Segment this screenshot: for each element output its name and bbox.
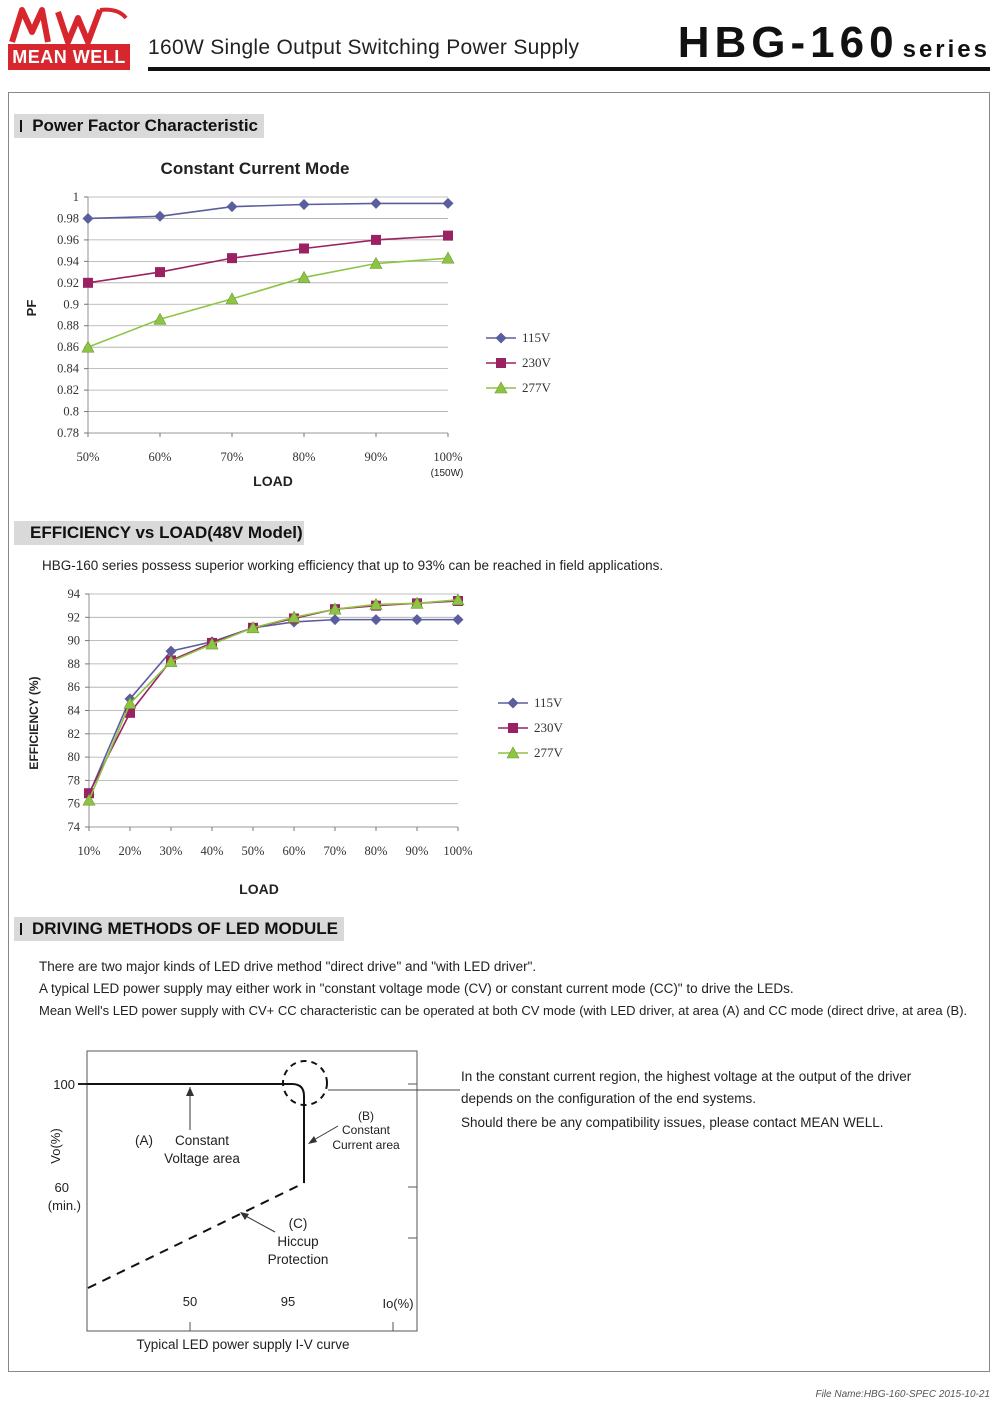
- legend-marker-115V: [496, 333, 507, 344]
- y-tick-label: 78: [67, 773, 80, 788]
- data-point-230V: [83, 278, 93, 288]
- x-tick-50: 50: [182, 1294, 198, 1309]
- x-tick-label: 40%: [200, 844, 224, 858]
- bullet-square-icon: [20, 120, 22, 132]
- y-tick-label: 80: [67, 750, 80, 765]
- x-tick-label: 80%: [364, 844, 388, 858]
- driving-paragraph-3: Mean Well's LED power supply with CV+ CC characteristic can be operated at both CV mode (with LED driver, at area (A) and CC mode (direct drive, at area (B).: [39, 1003, 968, 1018]
- y-tick-label: 0.86: [57, 340, 79, 355]
- chart-title: Constant Current Mode: [160, 159, 350, 178]
- chart-ticks: [57, 190, 462, 464]
- iv-note-3: Should there be any compatibility issues, please contact MEAN WELL.: [461, 1115, 884, 1130]
- efficiency-description: HBG-160 series possess superior working efficiency that up to 93% can be reached in field applications.: [42, 558, 664, 573]
- x-axis-label: Io(%): [382, 1296, 414, 1311]
- y-tick-60-sub: (min.): [47, 1198, 81, 1213]
- data-point-230V: [443, 231, 453, 241]
- driving-paragraph-1: There are two major kinds of LED drive method "direct drive" and "with LED driver".: [39, 959, 537, 974]
- y-tick-label: 88: [67, 656, 80, 671]
- data-point-277V: [82, 341, 94, 352]
- bullet-square-icon: [20, 923, 22, 935]
- series-line-115V: [89, 620, 458, 795]
- section-header-driving: [14, 917, 344, 941]
- x-tick-label: 10%: [77, 844, 101, 858]
- area-b-line2: Current area: [332, 1138, 400, 1152]
- section-header-pf: [14, 114, 264, 138]
- data-point-230V: [371, 235, 381, 245]
- y-tick-label: 74: [67, 820, 80, 834]
- area-a-tag: (A): [135, 1133, 153, 1148]
- x-tick-label: 100%: [443, 844, 473, 858]
- y-axis-label: Vo(%): [48, 1128, 63, 1164]
- y-tick-label: 0.98: [57, 211, 79, 226]
- y-tick-label: 0.84: [57, 361, 79, 376]
- pf-chart: [20, 150, 580, 495]
- iv-caption: Typical LED power supply I-V curve: [136, 1337, 350, 1352]
- y-tick-label: 86: [67, 680, 80, 695]
- chart-grid: [84, 197, 448, 437]
- y-tick-label: 76: [67, 796, 80, 811]
- x-tick-label: 50%: [76, 450, 100, 464]
- y-tick-label: 0.78: [57, 426, 79, 440]
- x-tick-label: 60%: [282, 844, 306, 858]
- section-title: Power Factor Characteristic: [32, 116, 258, 135]
- legend-marker-115V: [508, 698, 519, 709]
- area-a-line1: Constant: [174, 1133, 230, 1148]
- file-footer: File Name:HBG-160-SPEC 2015-10-21: [815, 1389, 990, 1400]
- chart-legend: [498, 695, 564, 760]
- iv-curve-diagram: [30, 1040, 470, 1360]
- x-tick-label: 60%: [148, 450, 172, 464]
- area-a-line2: Voltage area: [164, 1151, 240, 1166]
- x-tick-label: 50%: [241, 844, 265, 858]
- arrow-icon: [240, 1212, 249, 1220]
- y-tick-label: 90: [67, 633, 80, 648]
- chart-grid: [85, 594, 458, 831]
- data-point-115V: [330, 614, 341, 625]
- data-point-115V: [412, 614, 423, 625]
- data-point-230V: [299, 243, 309, 253]
- legend-label-230V: 230V: [534, 720, 563, 735]
- y-tick-label: 0.88: [57, 318, 79, 333]
- section-header-efficiency: [14, 521, 304, 545]
- x-axis-note: (150W): [430, 468, 464, 479]
- data-point-230V: [227, 253, 237, 263]
- section-title: EFFICIENCY vs LOAD(48V Model): [30, 523, 303, 542]
- legend-label-277V: 277V: [522, 380, 551, 395]
- y-tick-label: 0.94: [57, 254, 79, 269]
- mean-well-logo: [8, 4, 130, 70]
- data-point-115V: [299, 199, 310, 210]
- y-tick-label: 0.8: [63, 404, 79, 419]
- efficiency-chart: [20, 580, 580, 900]
- legend-marker-230V: [496, 358, 506, 368]
- legend-label-277V: 277V: [534, 745, 563, 760]
- y-axis-label: PF: [24, 299, 39, 317]
- mw-logo-icon: [8, 4, 130, 46]
- chart-series: [83, 594, 464, 805]
- x-axis-label: LOAD: [239, 881, 279, 897]
- data-point-115V: [83, 213, 94, 224]
- y-tick-label: 0.9: [63, 297, 79, 312]
- x-tick-label: 70%: [220, 450, 244, 464]
- data-point-277V: [442, 252, 454, 263]
- series-line-277V: [89, 600, 458, 800]
- document-title: 160W Single Output Switching Power Supply: [148, 36, 580, 59]
- data-point-230V: [155, 267, 165, 277]
- data-point-115V: [371, 614, 382, 625]
- y-tick-label: 0.96: [57, 232, 79, 247]
- x-tick-95: 95: [280, 1294, 296, 1309]
- y-tick-60: 60: [54, 1180, 69, 1195]
- series-line-277V: [88, 258, 448, 347]
- iv-note-2: depends on the configuration of the end systems.: [461, 1091, 756, 1106]
- arrow-up-icon: [186, 1087, 194, 1096]
- iv-note-1: In the constant current region, the highest voltage at the output of the driver: [461, 1069, 912, 1084]
- legend-marker-230V: [508, 723, 518, 733]
- hiccup-curve: [88, 1183, 304, 1288]
- logo-text: MEAN WELL: [12, 47, 126, 67]
- arrow-icon: [308, 1136, 317, 1144]
- data-point-115V: [371, 198, 382, 209]
- y-tick-label: 94: [67, 587, 80, 601]
- x-tick-label: 30%: [159, 844, 183, 858]
- y-tick-label: 0.92: [57, 275, 79, 290]
- data-point-115V: [443, 198, 454, 209]
- series-line-230V: [88, 236, 448, 283]
- x-tick-label: 90%: [364, 450, 388, 464]
- x-tick-label: 100%: [433, 450, 463, 464]
- area-c-line1: Hiccup: [277, 1234, 319, 1249]
- x-tick-label: 80%: [292, 450, 316, 464]
- series-line-115V: [88, 203, 448, 218]
- data-point-115V: [227, 201, 238, 212]
- chart-series: [82, 198, 454, 352]
- chart-legend: [486, 330, 552, 395]
- y-tick-label: 82: [67, 726, 80, 741]
- y-tick-label: 0.82: [57, 383, 79, 398]
- y-tick-100: 100: [53, 1077, 75, 1092]
- section-title: DRIVING METHODS OF LED MODULE: [32, 919, 338, 938]
- y-tick-label: 1: [72, 190, 79, 204]
- area-c-tag: (C): [288, 1216, 308, 1231]
- x-tick-label: 90%: [405, 844, 429, 858]
- x-tick-label: 20%: [118, 844, 142, 858]
- driving-paragraph-2: A typical LED power supply may either work in "constant voltage mode (CV) or constant current mode (CC)" to drive the LEDs.: [39, 981, 794, 996]
- data-point-115V: [155, 211, 166, 222]
- legend-label-115V: 115V: [534, 695, 563, 710]
- area-b-tag: (B): [358, 1109, 374, 1123]
- y-axis-label: EFFICIENCY (%): [27, 676, 41, 770]
- series-title: [678, 18, 990, 68]
- area-b-line1: Constant: [341, 1123, 391, 1137]
- series-name: HBG-160: [677, 18, 899, 67]
- chart-ticks: [68, 587, 473, 858]
- series-suffix: series: [902, 36, 990, 63]
- x-axis-label: LOAD: [253, 473, 293, 489]
- series-line-230V: [89, 601, 458, 793]
- plot-frame: [87, 1051, 417, 1331]
- legend-label-230V: 230V: [522, 355, 551, 370]
- area-c-line2: Protection: [267, 1252, 329, 1267]
- header-rule: [148, 67, 990, 71]
- x-tick-label: 70%: [323, 844, 347, 858]
- y-tick-label: 84: [67, 703, 80, 718]
- legend-label-115V: 115V: [522, 330, 551, 345]
- y-tick-label: 92: [67, 610, 80, 625]
- data-point-115V: [453, 614, 464, 625]
